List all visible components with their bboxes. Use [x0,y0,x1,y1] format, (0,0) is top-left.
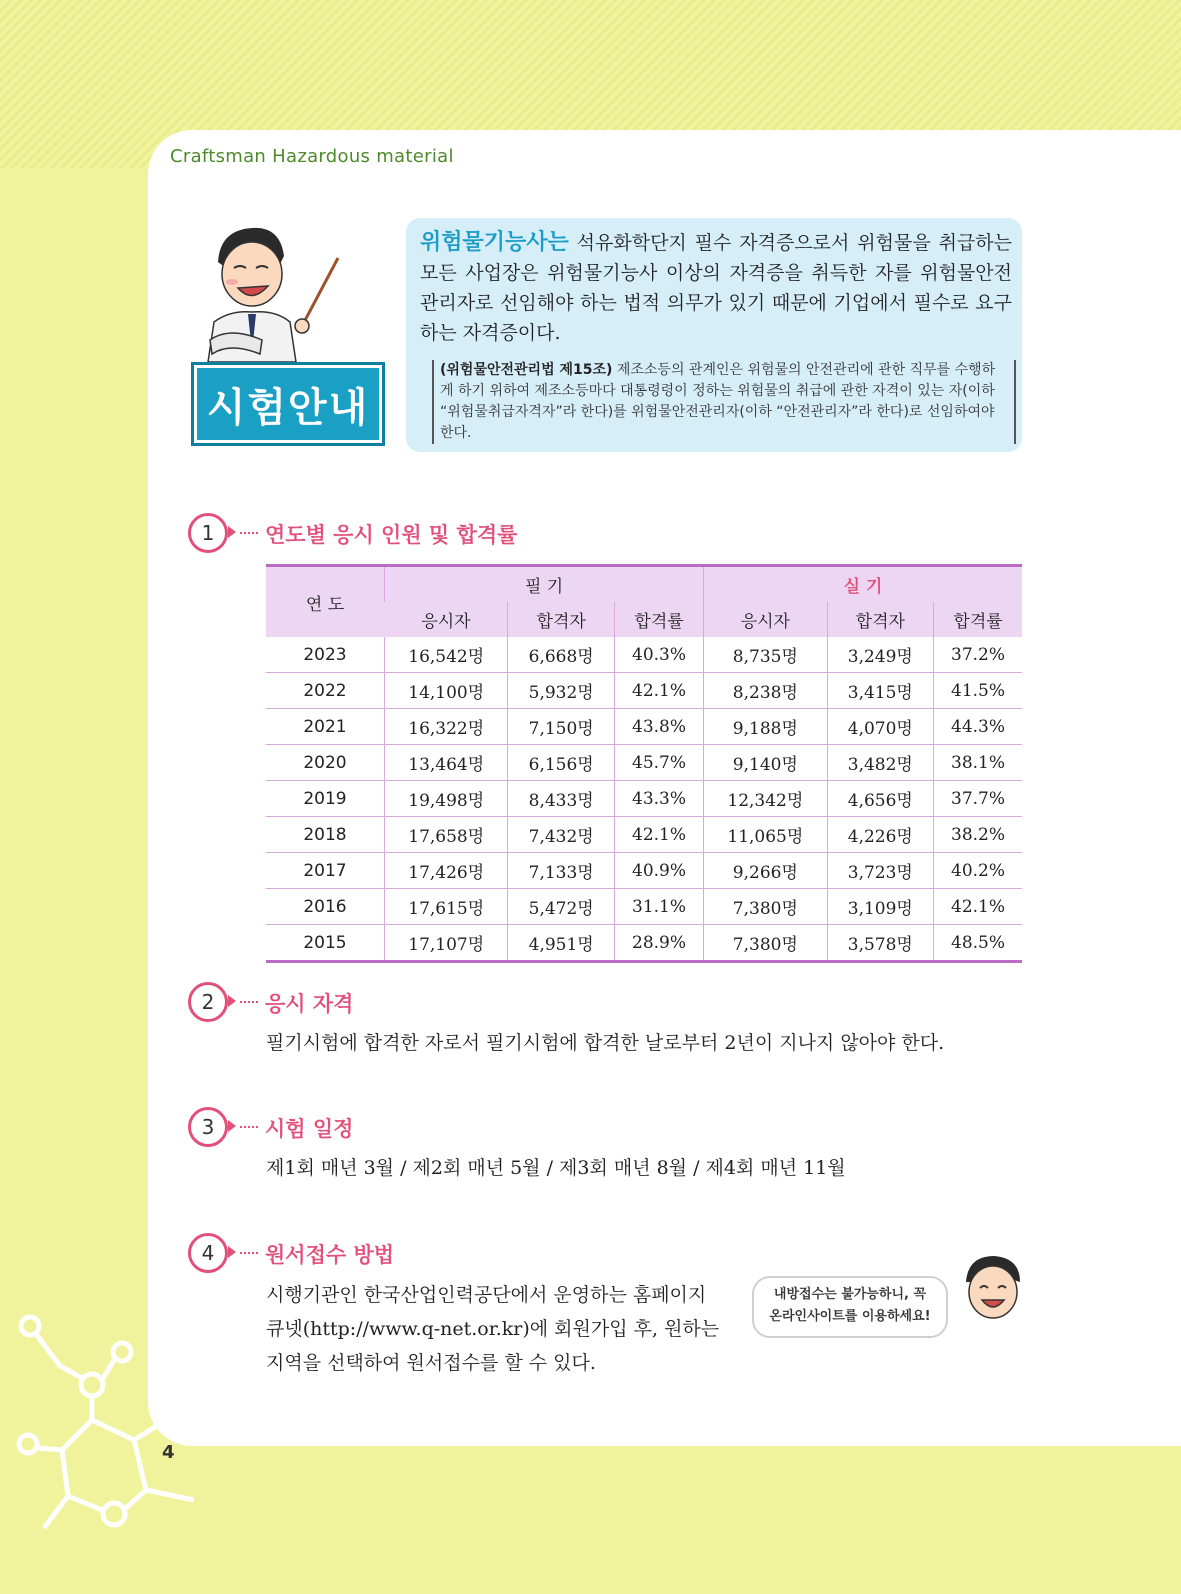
stat-cell: 11,065명 [704,817,827,853]
section-1-title: 연도별 응시 인원 및 합격률 [265,523,518,547]
stat-cell: 4,656명 [827,781,934,817]
year-cell: 2021 [266,709,385,745]
stat-cell: 9,266명 [704,853,827,889]
stat-cell: 12,342명 [704,781,827,817]
section-3-number: 3 [188,1107,228,1147]
stat-cell: 28.9% [614,925,703,962]
stat-cell: 31.1% [614,889,703,925]
stat-cell: 43.8% [614,709,703,745]
stat-cell: 42.1% [934,889,1022,925]
sub-header: 응시자 [385,602,508,637]
stat-cell: 4,951명 [508,925,615,962]
smiling-face-illustration [958,1252,1028,1322]
stat-cell: 13,464명 [385,745,508,781]
intro-lead: 위험물기능사는 [420,230,569,255]
section-4-title: 원서접수 방법 [265,1243,395,1267]
stat-cell: 37.2% [934,637,1022,673]
section-4-body [266,1278,719,1380]
stat-cell: 4,070명 [827,709,934,745]
sub-header: 합격자 [508,602,615,637]
intro-paragraph [420,228,1012,348]
bubble-line-2: 온라인사이트를 이용하세요! [769,1309,931,1324]
section-4-number: 4 [188,1233,228,1273]
year-cell: 2020 [266,745,385,781]
stat-cell: 37.7% [934,781,1022,817]
stat-cell: 3,109명 [827,889,934,925]
stat-cell: 5,932명 [508,673,615,709]
section-1-arrow-icon [228,526,236,538]
section-1-dots [240,532,258,534]
stat-cell: 44.3% [934,709,1022,745]
section-2-number: 2 [188,982,228,1022]
year-cell: 2018 [266,817,385,853]
stat-cell: 3,249명 [827,637,934,673]
year-cell: 2023 [266,637,385,673]
practical-header: 실 기 [704,566,1022,603]
table-row [266,673,1022,709]
written-header: 필 기 [385,566,704,603]
stat-cell: 40.2% [934,853,1022,889]
exam-guide-tab: 시험안내 [191,362,385,446]
bubble-line-1: 내방접수는 불가능하니, 꼭 [773,1287,927,1302]
table-row [266,853,1022,889]
stat-cell: 4,226명 [827,817,934,853]
stat-cell: 16,542명 [385,637,508,673]
stat-cell: 8,735명 [704,637,827,673]
sub-header: 합격률 [934,602,1022,637]
stat-cell: 3,415명 [827,673,934,709]
section-2-dots [240,1001,258,1003]
sub-header: 합격률 [614,602,703,637]
section-4-line: 시행기관인 한국산업인력공단에서 운영하는 홈페이지 [266,1284,707,1306]
section-4-line: 지역을 선택하여 원서접수를 할 수 있다. [266,1352,596,1374]
stat-cell: 7,380명 [704,925,827,962]
stat-cell: 42.1% [614,673,703,709]
stat-cell: 7,380명 [704,889,827,925]
table-row [266,745,1022,781]
section-3-body: 제1회 매년 3월 / 제2회 매년 5월 / 제3회 매년 8월 / 제4회 매년 11월 [266,1157,846,1179]
law-text: 제조소등의 관계인은 위험물의 안전관리에 관한 직무를 수행하게 하기 위하여 제조소등마다 대통령령이 정하는 위험물의 취급에 관한 자격이 있는 자(이하 “위험물취급자격자”라 한다)를 위험물안전관리자(이하 “안전관리자”라 한다)로 선임하여야 한다. [440,362,996,441]
stat-cell: 14,100명 [385,673,508,709]
stat-cell: 17,107명 [385,925,508,962]
stat-cell: 42.1% [614,817,703,853]
section-2-body: 필기시험에 합격한 자로서 필기시험에 합격한 날로부터 2년이 지나지 않아야 한다. [266,1032,945,1054]
section-2-arrow-icon [228,995,236,1007]
year-cell: 2017 [266,853,385,889]
section-3-arrow-icon [228,1120,236,1132]
section-3-dots [240,1126,258,1128]
law-lead: (위험물안전관리법 제15조) [440,362,613,378]
table-row [266,637,1022,673]
stat-cell: 48.5% [934,925,1022,962]
section-4-arrow-icon [228,1246,236,1258]
stat-cell: 6,156명 [508,745,615,781]
page-number: 4 [162,1442,175,1463]
stat-cell: 41.5% [934,673,1022,709]
teacher-mascot-illustration [190,222,350,362]
section-3-title: 시험 일정 [265,1117,354,1141]
sub-header: 합격자 [827,602,934,637]
running-header: Craftsman Hazardous material [170,146,454,167]
stat-cell: 38.1% [934,745,1022,781]
stat-cell: 43.3% [614,781,703,817]
stat-cell: 40.3% [614,637,703,673]
section-4-line: 큐넷(http://www.q-net.or.kr)에 회원가입 후, 원하는 [266,1318,720,1340]
stat-cell: 3,723명 [827,853,934,889]
stat-cell: 17,615명 [385,889,508,925]
law-citation [432,360,1016,444]
stat-cell: 7,133명 [508,853,615,889]
stat-cell: 19,498명 [385,781,508,817]
stat-cell: 16,322명 [385,709,508,745]
stat-cell: 7,150명 [508,709,615,745]
stat-cell: 17,658명 [385,817,508,853]
table-row [266,889,1022,925]
stat-cell: 5,472명 [508,889,615,925]
stat-cell: 3,578명 [827,925,934,962]
stat-cell: 45.7% [614,745,703,781]
speech-bubble [752,1276,948,1338]
table-row [266,817,1022,853]
sub-header: 응시자 [704,602,827,637]
stat-cell: 38.2% [934,817,1022,853]
year-cell: 2019 [266,781,385,817]
table-row [266,925,1022,962]
intro-text: 석유화학단지 필수 자격증으로서 위험물을 취급하는 모든 사업장은 위험물기능사 이상의 자격증을 취득한 자를 위험물안전관리자로 선임해야 하는 법적 의무가 있기 때문에 기업에서 필수로 요구하는 자격증이다. [420,232,1012,344]
section-4-dots [240,1252,258,1254]
year-cell: 2015 [266,925,385,962]
table-row [266,781,1022,817]
stat-cell: 40.9% [614,853,703,889]
stat-cell: 8,238명 [704,673,827,709]
stat-cell: 3,482명 [827,745,934,781]
stat-cell: 17,426명 [385,853,508,889]
year-cell: 2022 [266,673,385,709]
section-2-title: 응시 자격 [265,992,354,1016]
table-row [266,709,1022,745]
stat-cell: 9,140명 [704,745,827,781]
stat-cell: 8,433명 [508,781,615,817]
year-cell: 2016 [266,889,385,925]
stat-cell: 9,188명 [704,709,827,745]
stat-cell: 6,668명 [508,637,615,673]
section-1-number: 1 [188,513,228,553]
year-header: 연 도 [266,566,385,638]
molecule-decoration [10,1300,210,1550]
pass-rate-table [266,564,1022,963]
stat-cell: 7,432명 [508,817,615,853]
